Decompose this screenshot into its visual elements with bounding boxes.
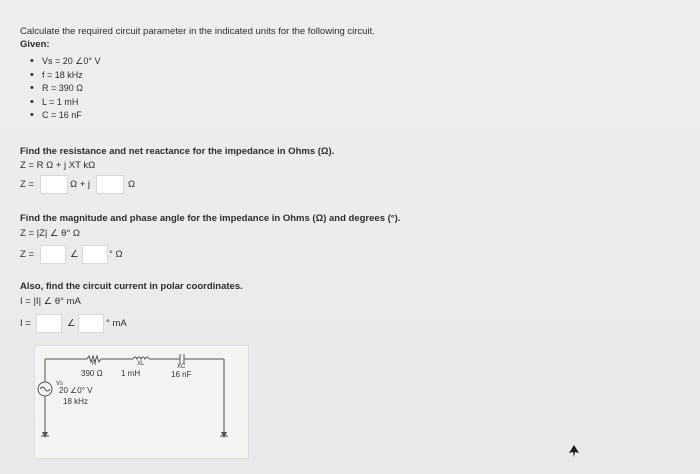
q3-unit: ° mA xyxy=(106,318,127,329)
given-item-c: • C = 16 nF xyxy=(30,109,100,123)
q2-unit: ° Ω xyxy=(109,249,123,260)
q3-heading: Also, find the circuit current in polar coordinates. xyxy=(20,281,243,292)
resistor-value: 390 Ω xyxy=(81,369,103,378)
q1-formula: Z = R Ω + j XT kΩ xyxy=(20,160,96,171)
q2-angle-input[interactable] xyxy=(82,245,108,264)
q1-heading: Find the resistance and net reactance for the impedance in Ohms (Ω). xyxy=(20,146,335,157)
mouse-cursor-icon xyxy=(569,445,579,457)
given-item-vs: • Vs = 20 ∠0° V xyxy=(30,55,100,69)
given-item-f: • f = 18 kHz xyxy=(30,69,100,83)
circuit-diagram xyxy=(34,345,249,459)
source-value: 20 ∠0° V xyxy=(59,386,93,395)
given-item-r: • R = 390 Ω xyxy=(30,82,100,96)
q1-resistance-input[interactable] xyxy=(40,175,68,194)
q3-separator: ∠ xyxy=(67,318,76,329)
q3-angle-input[interactable] xyxy=(78,314,104,333)
intro-text: Calculate the required circuit parameter in the indicated units for the following circuit. xyxy=(20,26,375,37)
q3-magnitude-input[interactable] xyxy=(36,314,62,333)
capacitor-value: 16 nF xyxy=(171,370,192,379)
q3-answer-prefix: I = xyxy=(20,318,31,329)
q1-answer-prefix: Z = xyxy=(20,179,34,190)
inductor-label: XL xyxy=(137,361,145,367)
resistor-label: R xyxy=(92,361,97,367)
given-list xyxy=(30,55,100,123)
q1-unit: Ω xyxy=(128,179,136,190)
given-item-l: • L = 1 mH xyxy=(30,96,100,110)
q2-separator: ∠ xyxy=(70,249,79,260)
capacitor-label: XC xyxy=(177,364,186,370)
q3-formula: I = |I| ∠ θ° mA xyxy=(20,296,81,307)
q2-answer-prefix: Z = xyxy=(20,249,34,260)
q2-heading: Find the magnitude and phase angle for the impedance in Ohms (Ω) and degrees (°). xyxy=(20,213,401,224)
q1-separator: Ω + j xyxy=(70,179,91,190)
source-label: Vs xyxy=(56,381,64,387)
inductor-value: 1 mH xyxy=(121,369,141,378)
q2-magnitude-input[interactable] xyxy=(40,245,66,264)
given-label: Given: xyxy=(20,39,50,50)
source-frequency: 18 kHz xyxy=(63,397,88,406)
q2-formula: Z = |Z| ∠ θ° Ω xyxy=(20,228,80,239)
q1-reactance-input[interactable] xyxy=(96,175,124,194)
